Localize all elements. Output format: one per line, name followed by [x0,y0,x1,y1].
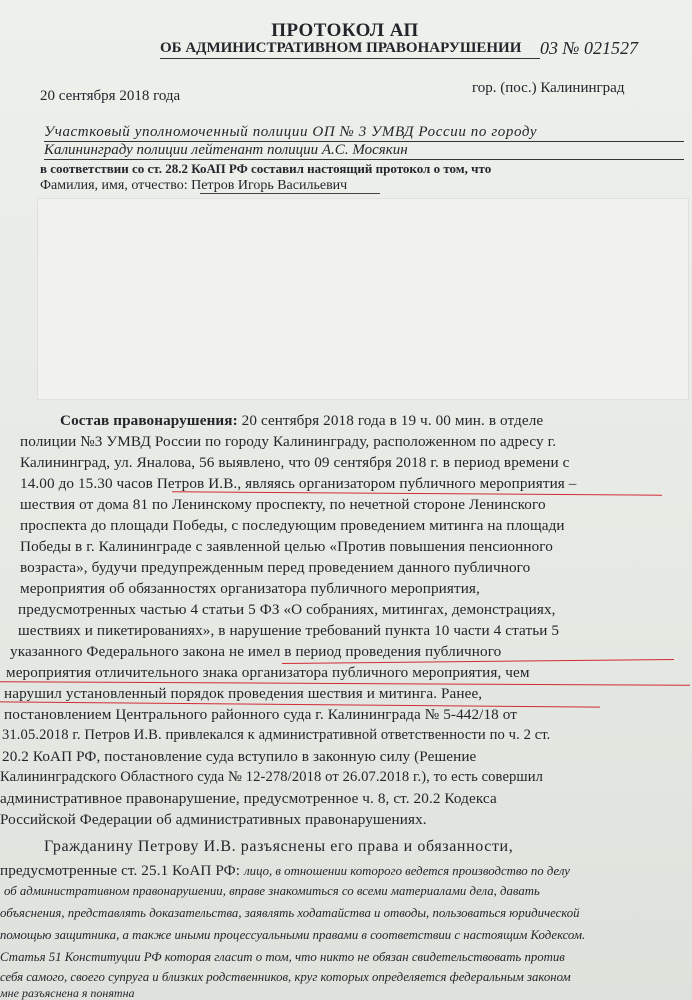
rights-line-7: себя самого, своего супруга и близких родственников, круг которых определяется федеральным законом [0,970,571,984]
body-line-17: 20.2 КоАП РФ, постановление суда вступило в законную силу (Решение [2,748,477,765]
officer-line-3: в соответствии со ст. 28.2 КоАП РФ составил настоящий протокол о том, что [40,161,492,176]
fio-row [40,178,347,194]
fio-rule [200,193,380,194]
rights-article: предусмотренные ст. 25.1 КоАП РФ: [0,862,241,879]
redacted-block [37,198,689,400]
body-line-11: шествиях и пикетированиях», в нарушение требований пункта 10 части 4 статьи 5 [18,622,560,639]
rights-article-text: лицо, в отношении которого ведется производство по делу [244,864,570,878]
officer-line-1: Участковый уполномоченный полиции ОП № 3 УМВД России по городу [44,124,538,140]
rights-line-3: об административном правонарушении, вправе знакомиться со всеми материалами дела, давать [4,884,540,898]
rights-line-6: Статья 51 Конституции РФ которая гласит о том, что никто не обязан свидетельствовать против [0,950,565,964]
document-subtitle: ОБ АДМИНИСТРАТИВНОМ ПРАВОНАРУШЕНИИ [160,40,522,56]
protocol-date: 20 сентября 2018 года [40,88,181,104]
body-line-2: полиции №3 УМВД России по городу Калининграду, расположенном по адресу г. [20,433,557,450]
body-line-10: предусмотренных частью 4 статьи 5 ФЗ «О собраниях, митингах, демонстрациях, [18,601,556,618]
body-line-16: 31.05.2018 г. Петров И.В. привлекался к административной ответственности по ч. 2 ст. [2,727,551,743]
body-line-12: указанного Федерального закона не имел в период проведения публичного [10,643,502,660]
fio-label: Фамилия, имя, отчество: [40,178,188,193]
offense-date: 20 сентября 2018 года в 19 ч. 00 мин. в отделе [241,412,544,429]
rights-line-2 [0,862,570,880]
body-line-9: мероприятия об обязанностях организатора публичного мероприятия, [20,580,480,597]
body-line-4: 14.00 до 15.30 часов Петров И.В., являясь организатором публичного мероприятия – [20,475,577,492]
body-line-20: Российской Федерации об административных правонарушениях. [0,811,427,828]
subtitle-rule [160,58,540,59]
body-line-8: возраста», будучи предупрежденным перед проведением данного публичного [20,559,531,576]
body-line-7: Победы в г. Калининграде с заявленной целью «Против повышения пенсионного [20,538,553,555]
body-line-6: проспекта до площади Победы, с последующим проведением митинга на площади [20,517,565,534]
rights-line-8: мне разъяснена я понятна [0,986,135,1000]
body-line-13: мероприятия отличительного знака организатора публичного мероприятия, чем [6,664,530,681]
fio-value: Петров Игорь Васильевич [191,178,348,193]
protocol-place: гор. (пос.) Калининград [472,80,625,96]
body-line-3: Калининград, ул. Яналова, 56 выявлено, что 09 сентября 2018 г. в период времени с [20,454,570,471]
body-line-1 [60,412,543,430]
body-line-14: нарушил установленный порядок проведения шествия и митинга. Ранее, [4,685,483,702]
officer-line-2: Калининграду полиции лейтенант полиции А.С. Мосякин [44,142,408,158]
body-line-5: шествия от дома 81 по Ленинскому проспекту, по нечетной стороне Ленинского [20,496,546,513]
offense-lead: Состав правонарушения: [60,412,238,429]
body-line-19: административное правонарушение, предусмотренное ч. 8, ст. 20.2 Кодекса [0,790,497,807]
protocol-number: 03 № 021527 [540,38,638,58]
rights-line-4: объяснения, представлять доказательства, заявлять ходатайства и отводы, пользоваться юридической [0,906,580,920]
body-line-18: Калининградского Областного суда № 12-278/2018 от 26.07.2018 г.), то есть совершил [0,769,544,785]
body-line-15: постановлением Центрального районного суда г. Калининграда № 5-442/18 от [4,706,517,723]
officer-rule-2 [44,159,684,160]
document-title: ПРОТОКОЛ АП [271,20,419,41]
rights-line-1: Гражданину Петрову И.В. разъяснены его права и обязанности, [44,838,514,855]
rights-line-5: помощью защитника, а также иными процессуальными правами в соответствии с настоящим Кодексом. [0,928,586,942]
